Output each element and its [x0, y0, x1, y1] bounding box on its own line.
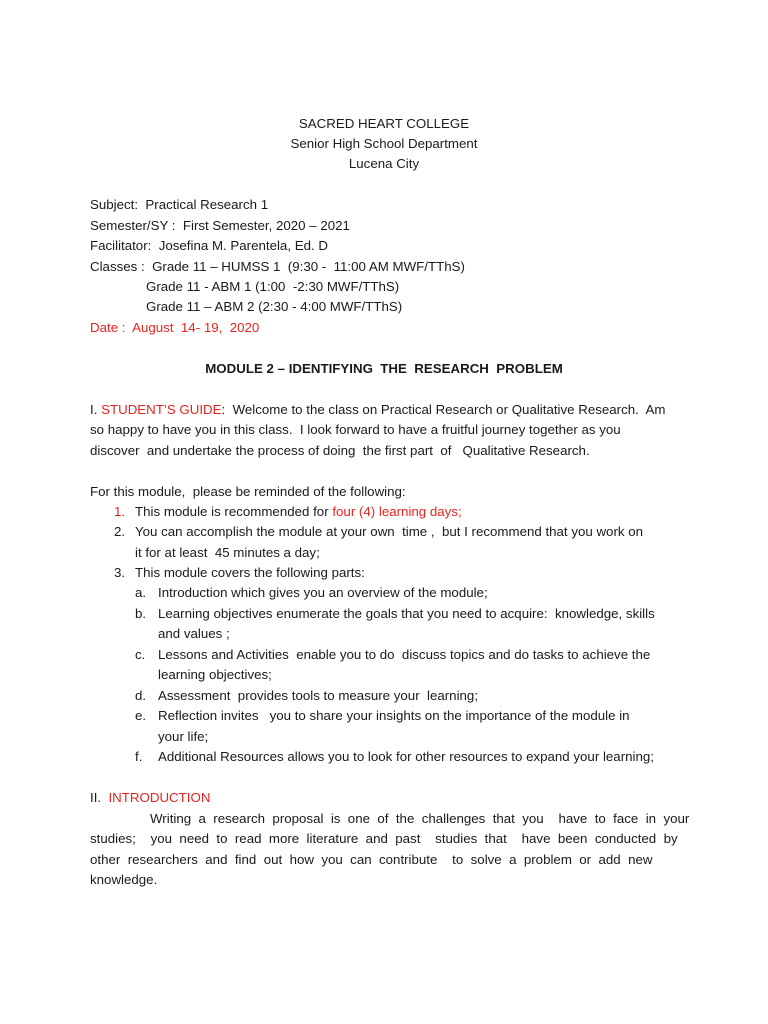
reminder-line: For this module, please be reminded of the following:	[90, 484, 406, 499]
list-item-1	[135, 504, 462, 520]
sublist-item-b-line-2: and values ;	[158, 626, 230, 641]
guide-numeral: I.	[90, 402, 98, 417]
sublist-item-e-line-1: Reflection invites you to share your insights on the importance of the module in	[158, 708, 630, 723]
subject-line: Subject: Practical Research 1	[90, 197, 269, 212]
intro-numeral: II.	[90, 790, 102, 805]
sublist-item-a: Introduction which gives you an overview of the module;	[158, 585, 488, 600]
department-name: Senior High School Department	[290, 136, 478, 151]
sublist-item-d: Assessment provides tools to measure your learning;	[158, 688, 479, 703]
intro-heading: INTRODUCTION	[108, 790, 211, 805]
list-number-1: 1.	[114, 504, 126, 519]
intro-paragraph-line-4: knowledge.	[90, 872, 158, 887]
intro-paragraph-line-1: Writing a research proposal is one of the challenges that you have to face in your	[150, 811, 690, 826]
facilitator-line: Facilitator: Josefina M. Parentela, Ed. D	[90, 238, 328, 253]
school-name: SACRED HEART COLLEGE	[298, 116, 470, 131]
intro-heading-line	[90, 790, 210, 806]
sublist-mark-a: a.	[135, 585, 147, 600]
city-name: Lucena City	[348, 156, 420, 171]
sublist-item-f: Additional Resources allows you to look for other resources to expand your learning;	[158, 749, 654, 764]
sublist-item-e-line-2: your life;	[158, 729, 209, 744]
guide-paragraph-line-2: so happy to have you in this class. I look forward to have a fruitful journey together as you	[90, 422, 621, 437]
list-item-2-line-1: You can accomplish the module at your own time , but I recommend that you work on	[135, 524, 644, 539]
date-line: Date : August 14- 19, 2020	[90, 320, 260, 335]
guide-paragraph-line-1	[90, 402, 665, 418]
sublist-mark-f: f.	[135, 749, 143, 764]
list-item-3: This module covers the following parts:	[135, 565, 365, 580]
module-title: MODULE 2 – IDENTIFYING THE RESEARCH PROBLEM	[205, 361, 563, 376]
guide-text-1: : Welcome to the class on Practical Research or Qualitative Research. Am	[221, 402, 666, 417]
sublist-mark-e: e.	[135, 708, 147, 723]
sublist-item-c-line-2: learning objectives;	[158, 667, 272, 682]
list-item-1-highlight: four (4) learning days;	[332, 504, 462, 519]
semester-line: Semester/SY : First Semester, 2020 – 2021	[90, 218, 350, 233]
list-item-2-line-2: it for at least 45 minutes a day;	[135, 545, 320, 560]
sublist-mark-d: d.	[135, 688, 147, 703]
intro-paragraph-line-2: studies; you need to read more literature and past studies that have been conducted by	[90, 831, 678, 846]
list-item-1-text: This module is recommended for	[135, 504, 333, 519]
sublist-mark-c: c.	[135, 647, 146, 662]
guide-paragraph-line-3: discover and undertake the process of doing the first part of Qualitative Research.	[90, 443, 590, 458]
classes-line-1: Classes : Grade 11 – HUMSS 1 (9:30 - 11:00 AM MWF/TThS)	[90, 259, 465, 274]
classes-line-3: Grade 11 – ABM 2 (2:30 - 4:00 MWF/TThS)	[146, 299, 403, 314]
guide-heading: STUDENT’S GUIDE	[101, 402, 222, 417]
sublist-item-b-line-1: Learning objectives enumerate the goals that you need to acquire: knowledge, skills	[158, 606, 655, 621]
sublist-item-c-line-1: Lessons and Activities enable you to do discuss topics and do tasks to achieve the	[158, 647, 651, 662]
list-number-3: 3.	[114, 565, 126, 580]
list-number-2: 2.	[114, 524, 126, 539]
classes-line-2: Grade 11 - ABM 1 (1:00 -2:30 MWF/TThS)	[146, 279, 400, 294]
sublist-mark-b: b.	[135, 606, 147, 621]
intro-paragraph-line-3: other researchers and find out how you can contribute to solve a problem or add new	[90, 852, 653, 867]
